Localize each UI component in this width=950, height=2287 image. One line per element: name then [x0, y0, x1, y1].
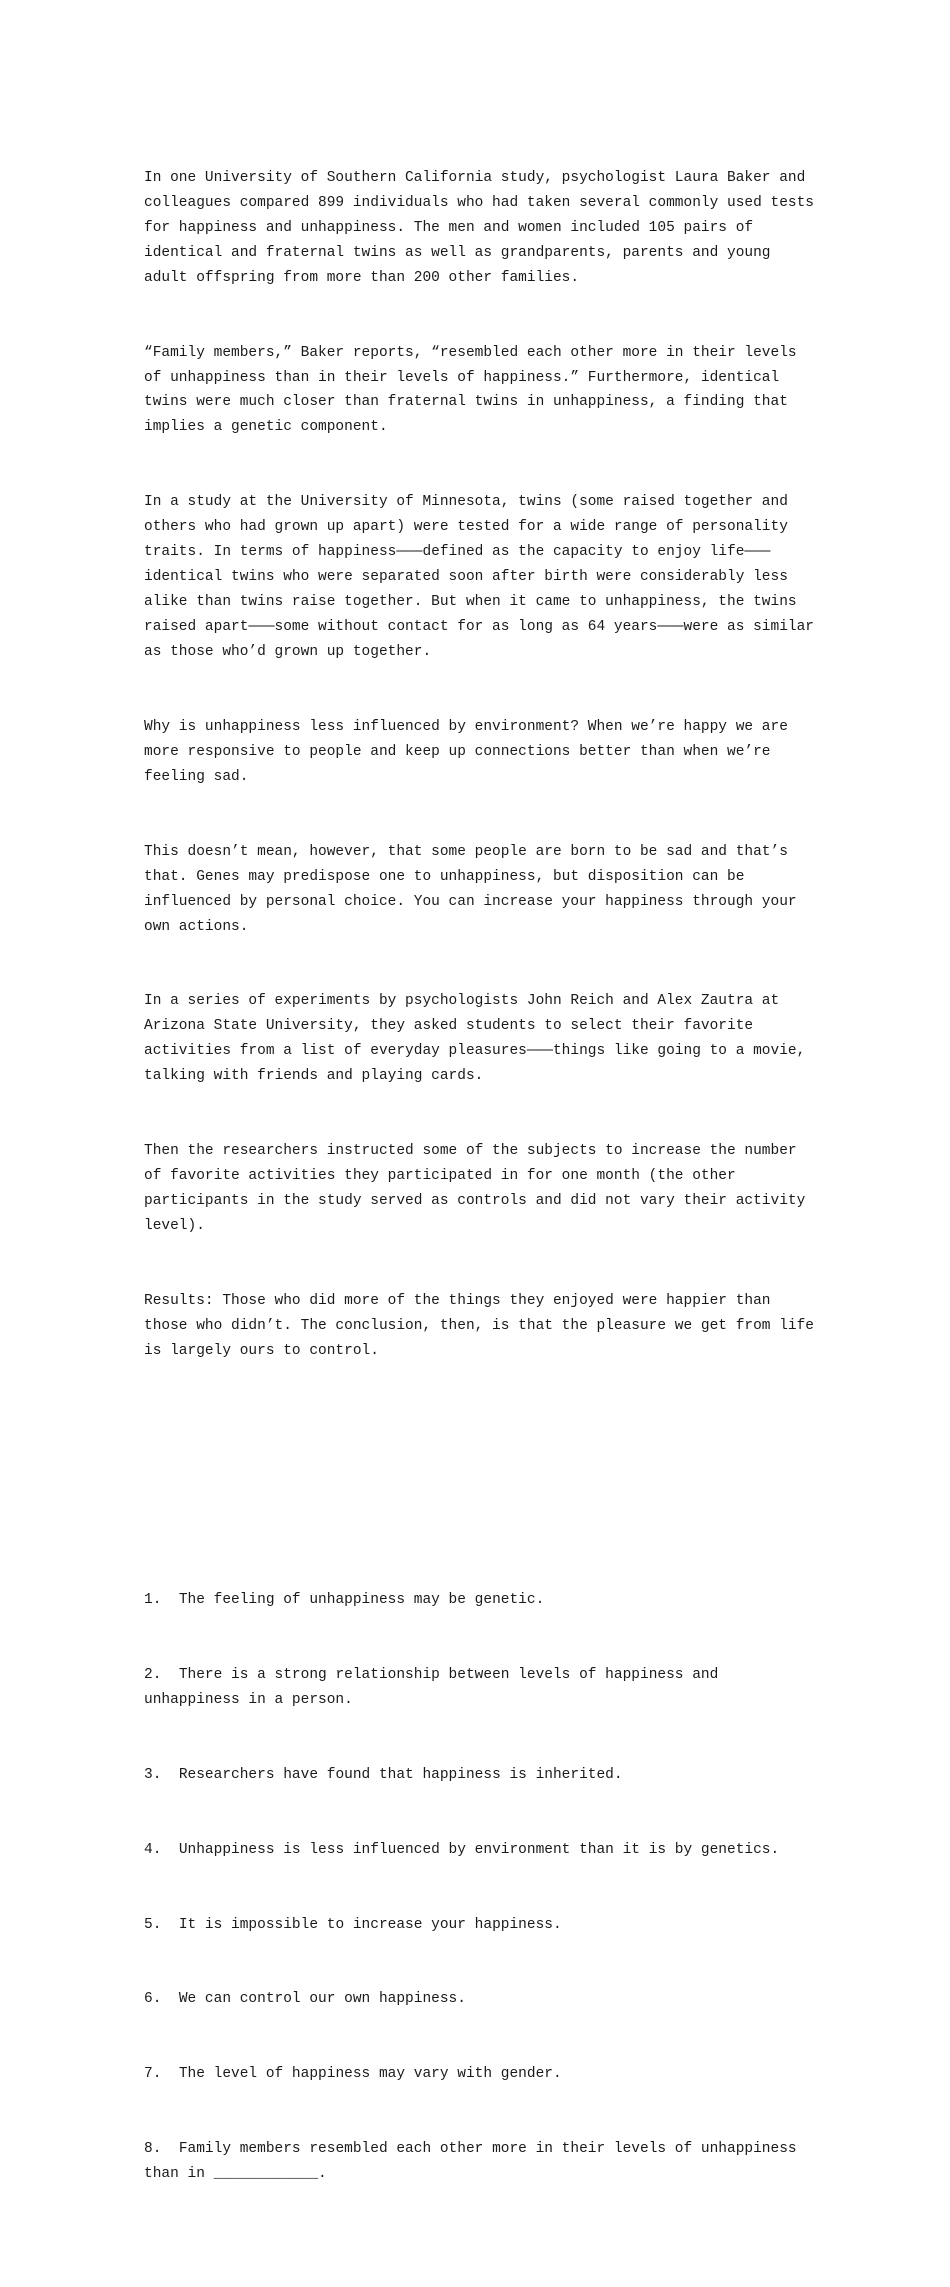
question-number: 1.: [144, 1592, 162, 1609]
question-number: 3.: [144, 1766, 162, 1783]
question-text: There is a strong relationship between levels of happiness and unhappiness in a person.: [144, 1667, 728, 1709]
question-item-6: [144, 1987, 814, 2012]
document-body: [144, 116, 823, 2287]
question-item-3: [144, 1763, 814, 1788]
question-text: Researchers have found that happiness is inherited.: [178, 1766, 623, 1783]
question-number: 4.: [144, 1841, 162, 1858]
question-item-5: [144, 1913, 814, 1938]
question-number: 8.: [144, 2141, 162, 2158]
passage-paragraph-3: In a study at the University of Minnesota, twins (some raised together and others who had grown up apart) were tested for a wide range of personality traits. In terms of happiness———defined as the capacity to enjoy life——— identical twins who were separated soon after birth were considerably less alike than twins raise together. But when it came to unhappiness, the twins raised apart———some without contact for as long as 64 years———were as similar as those who’d grown up together.: [144, 494, 823, 661]
passage-paragraph-2: “Family members,” Baker reports, “resembled each other more in their levels of unhappiness than in their levels of happiness.” Furthermore, identical twins were much closer than fraternal twins in unhappiness, a finding that implies a genetic component.: [144, 344, 806, 436]
passage-paragraph-1: In one University of Southern California study, psychologist Laura Baker and colleagues compared 899 individuals who had taken several commonly used tests for happiness and unhappiness. The men and women included 105 pairs of identical and fraternal twins as well as grandparents, parents and young adult offspring from more than 200 other families.: [144, 169, 823, 286]
passage-paragraph-8: Results: Those who did more of the things they enjoyed were happier than those who didn’t. The conclusion, then, is that the pleasure we get from life is largely ours to control.: [144, 1292, 823, 1359]
question-list: [144, 1538, 814, 2237]
passage-paragraph-6: In a series of experiments by psychologists John Reich and Alex Zautra at Arizona State University, they asked students to select their favorite activities from a list of everyday pleasures———things like going to a movie, talking with friends and playing cards.: [144, 993, 815, 1085]
passage-paragraph-5: This doesn’t mean, however, that some people are born to be sad and that’s that. Genes may predispose one to unhappiness, but disposition can be influenced by personal choice. You can increase your happiness through your own actions.: [144, 843, 806, 935]
question-number: 7.: [144, 2066, 162, 2083]
question-text: It is impossible to increase your happiness.: [178, 1916, 562, 1933]
question-text: Unhappiness is less influenced by environment than it is by genetics.: [178, 1841, 780, 1858]
question-item-2: [144, 1663, 814, 1713]
question-end-punctuation: .: [318, 2166, 327, 2183]
answer-blank[interactable]: ____________: [213, 2166, 319, 2183]
passage-paragraph-7: Then the researchers instructed some of the subjects to increase the number of favorite activities they participated in for one month (the other participants in the study served as controls and did not vary their activity level).: [144, 1143, 815, 1234]
section-spacer: [144, 1439, 814, 1464]
question-text: The feeling of unhappiness may be genetic.: [178, 1592, 545, 1609]
question-text: The level of happiness may vary with gender.: [178, 2066, 562, 2083]
question-text: We can control our own happiness.: [178, 1991, 466, 2008]
passage-paragraph-4: Why is unhappiness less influenced by environment? When we’re happy we are more responsive to people and keep up connections better than when we’re feeling sad.: [144, 718, 797, 785]
question-item-7: [144, 2062, 814, 2087]
question-item-4: [144, 1838, 814, 1863]
question-text: Family members resembled each other more in their levels of unhappiness than in: [144, 2141, 806, 2183]
question-item-8: [144, 2137, 814, 2187]
question-number: 2.: [144, 1667, 162, 1684]
question-item-1: [144, 1588, 814, 1613]
question-number: 6.: [144, 1991, 162, 2008]
question-number: 5.: [144, 1916, 162, 1933]
